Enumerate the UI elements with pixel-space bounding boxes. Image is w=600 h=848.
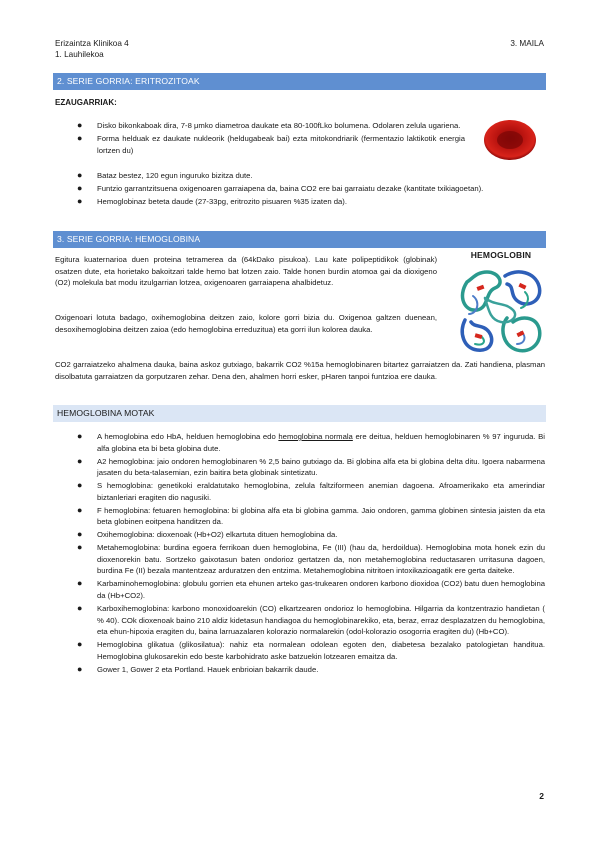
list-item: ● Metahemoglobina: burdina egoera ferrikoan duen hemoglobina, Fe (III) (hau da, herdoildua). Hemoglobina mota honek ezin du dioxenorekin batu. Sortzeko gaixotasun baten ondorioz gertatzen da, non metahemoglobina reductasaren urritasuna dagoen, burdina Fe (II) bezala mantentzeaz arduratzen den entzima. Metahemoglobina nitritoen intoxikazioagatik ere gerta daiteke.: [77, 542, 545, 576]
list-item: ● Funtzio garrantzitsuena oxigenoaren garraiapena da, baina CO2 ere bai garraiatu dezake (kantitate txikiagoetan).: [77, 182, 484, 193]
hemoglobina-paragraph-1: Egitura kuaternarioa duen proteina tetramerea da (64kDako pisukoa). Lau kate polipeptidikok (globinak) osatzen dute, eta horietako bakoitzari talde hemo bat lotzen zaio. Talde honen burdin atomoa gai da dioxigeno (O2) molekula bat modu itzulgarrian lotzea, oxigenoaren garraiapena ahalbidetuz.: [55, 255, 437, 288]
hemoglobin-structure-image: [455, 250, 547, 362]
year-label: 3. MAILA: [510, 39, 544, 48]
list-item: ● Disko bikonkaboak dira, 7-8 μmko diametroa daukate eta 80-100fLko bolumena. Odolaren zelula ugariena.: [77, 120, 461, 130]
hemoglobin-image-title: HEMOGLOBIN: [470, 250, 532, 260]
eritrozito-features-list-cont: [75, 170, 545, 209]
list-item: ● Karboxihemoglobina: karbono monoxidoarekin (CO) elkartzearen ondorioz lo hemoglobina. Hilgarria da kontzentrazio handietan ( % 40). COk dioxenoak baino 210 aldiz kidetasun handiagoa du hemoglobinarekiko, eta, beraz, erraz desplazatzen du hemoglobina, eta ehun-hipoxia eragiten du, baina larruazalaren kolorazio normalarekin (odol-kolorazio osogorria eragiten du) (Hb+CO).: [77, 603, 545, 637]
page-header-left: [55, 38, 129, 60]
hemoglobina-normala-link[interactable]: hemoglobina normala: [278, 432, 353, 441]
list-item: ● Bataz bestez, 120 egun inguruko bizitza dute.: [77, 170, 253, 180]
hemoglobina-motak-list: [75, 431, 545, 677]
term-label: 1. Lauhilekoa: [55, 50, 104, 59]
list-item: ● F hemoglobina: fetuaren hemoglobina: bi globina alfa eta bi globina gamma. Jaio ondoren, gamma globinen sintesia jaisten da eta beta globinen eoitpena handitzen da.: [77, 504, 545, 527]
red-blood-cell-image: [481, 117, 539, 163]
hemoglobina-paragraph-2: Oxigenoari lotuta badago, oxihemoglobina deitzen zaio, kolore gorri bizia du. Oxigenoa galtzen duenean, desoxihemoglobina deitzen zaioa (edo hemoglobina erreduzitua) eta gorri ilun kolorea dauka.: [55, 313, 437, 334]
section-title-eritrozitoak: 2. SERIE GORRIA: ERITROZITOAK: [53, 73, 546, 90]
list-item: ● A hemoglobina edo HbA, helduen hemoglobina edo hemoglobina normala ere deitua, helduen hemoglobinaren % 97 inguruda. Bi alfa globina eta bi beta globina dute.: [77, 431, 545, 453]
list-item: ● Hemoglobina glikatua (glikosilatua): nahiz eta normalean odolean egoten den, diabetesa bezalako patologietan handitua. Hemoglobina glukosarekin edo beste karbohidrato aske batzuekin lotzearen emaitza da.: [77, 639, 545, 661]
list-item: ● Oxihemoglobina: dioxenoak (Hb+O2) elkartuta dituen hemoglobina da.: [77, 529, 338, 540]
list-item: ● Karbaminohemoglobina: globulu gorrien eta ehunen arteko gas-trukearen ondoren karbono dioxidoa (CO2) batu duen hemoglobina da (Hb+CO2).: [77, 578, 545, 601]
page-number: 2: [539, 791, 544, 801]
list-item: ● Forma helduak ez daukate nukleorik (heldugabeak bai) ezta mitokondriarik (fermentazio laktikotik energia lortzen du): [77, 132, 465, 155]
list-item: ● S hemoglobina: genetikoki eraldatutako hemoglobina, zelula faltziformeen anemian dagoena. Afroamerikako eta amerindiar biztanleriari eragiten dio nagusiki.: [77, 480, 545, 502]
list-item: ● Gower 1, Gower 2 eta Portland. Hauek enbrioian bakarrik daude.: [77, 663, 319, 674]
hemoglobin-ribbon-icon: [455, 262, 547, 362]
section-title-hemoglobina: 3. SERIE GORRIA: HEMOGLOBINA: [53, 231, 546, 248]
list-item: ● Hemoglobinaz beteta daude (27-33pg, eritrozito pisuaren %35 izaten da).: [77, 195, 348, 206]
ezaugarriak-subtitle: EZAUGARRIAK:: [55, 98, 117, 107]
list-item: ● A2 hemoglobina: jaio ondoren hemoglobinaren % 2,5 baino gutxiago da. Bi globina alfa eta bi globina delta ditu. Igoera nabarmena jasaten du beta-talasemian, ezin baitira beta globinak sintetizatu.: [77, 455, 545, 478]
hemoglobina-paragraph-3: CO2 garraiatzeko ahalmena dauka, baina askoz gutxiago, bakarrik CO2 %15a hemoglobinaren bitartez garraiatzen da. Zati handiena, plasman disolbatuta garraiatzen da gorputzaren zehar. Dena den, ahalmen horri esker, pHaren tanpoi funtzioa ere dauka.: [55, 360, 545, 381]
section-title-hemoglobina-motak: HEMOGLOBINA MOTAK: [53, 405, 546, 422]
eritrozito-features-list: [75, 120, 465, 158]
course-name: Erizaintza Klinikoa 4: [55, 39, 129, 48]
